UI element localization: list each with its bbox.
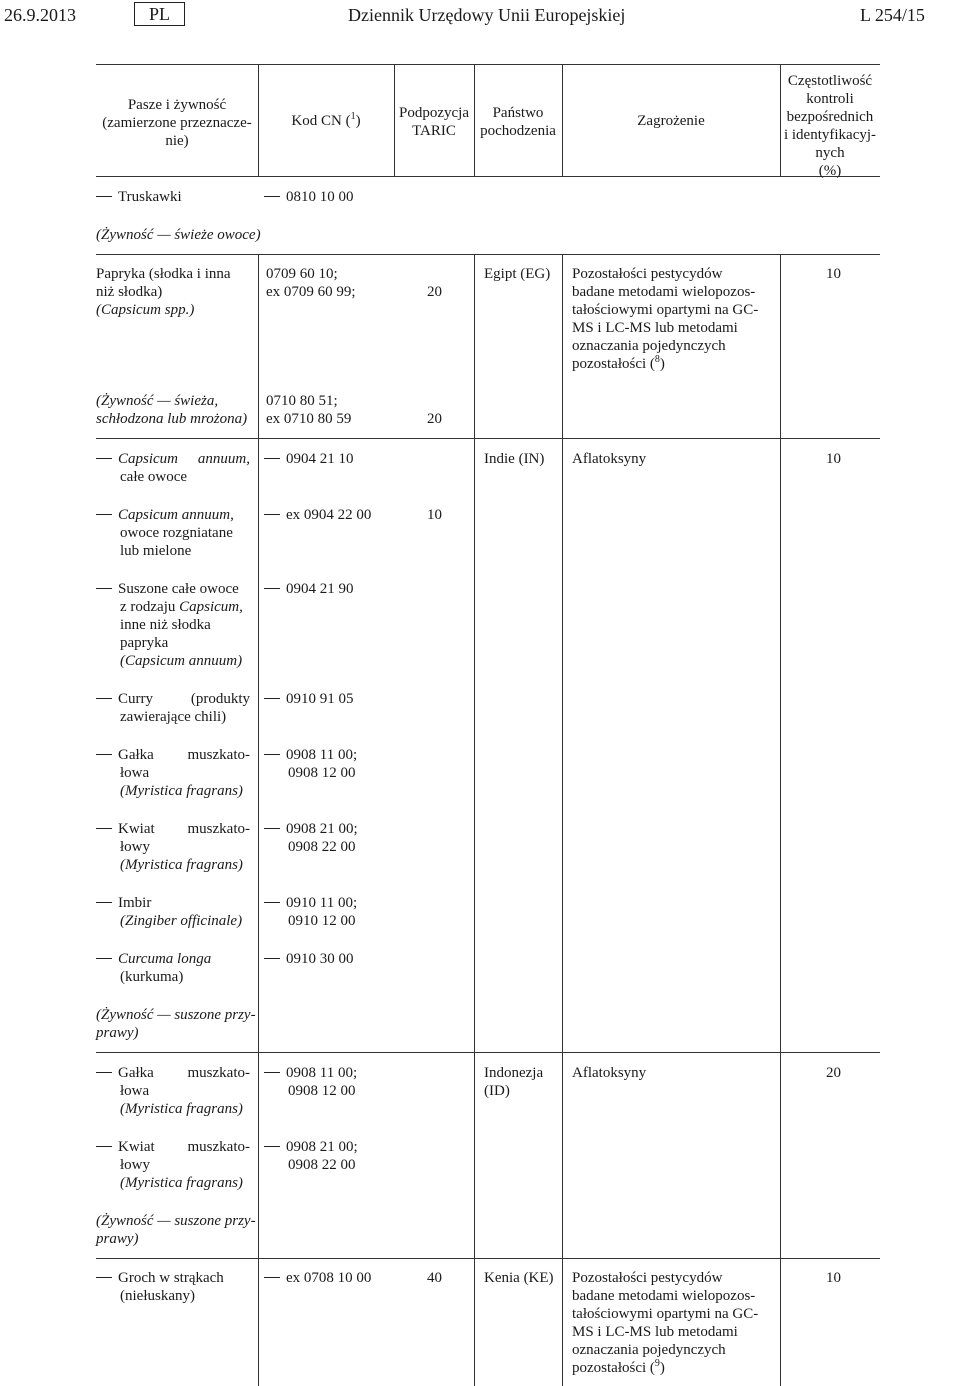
cn-code: 0910 91 05 (264, 690, 354, 708)
column-header-country: Państwo pochodzenia (480, 105, 556, 139)
row-rule (96, 1052, 880, 1053)
column-divider (780, 438, 781, 1052)
column-header-taric: Podpozycja TARIC (399, 105, 469, 139)
row-rule (96, 438, 880, 439)
cn-code: 0908 11 00; 0908 12 00 (264, 1064, 357, 1100)
column-divider (258, 254, 259, 438)
hazard: Pozostałości pestycydów badane metodami wielopozos- tałościowymi opartymi na GC- MS i LC-MS lub metodami oznaczania pojedynczych pozostałości ($^9$) (572, 1270, 759, 1376)
dash-icon (264, 196, 280, 197)
row-rule (96, 1258, 880, 1259)
dash-icon (264, 1146, 280, 1147)
column-divider (474, 254, 475, 438)
product-name: Groch w strąkach (niełuskany) (96, 1269, 224, 1305)
cn-code: 0709 60 10; ex 0709 60 99; (266, 266, 356, 300)
dash-icon (96, 588, 112, 589)
intended-use: (Żywność — świeża, schłodzona lub mrożona) (96, 393, 248, 427)
hazard: Aflatoksyny (572, 1065, 647, 1081)
column-divider (562, 254, 563, 438)
frequency: 10 (826, 451, 841, 467)
column-divider (562, 1052, 563, 1258)
column-divider (474, 1052, 475, 1258)
intended-use: (Żywność — suszone przy- prawy) (96, 1007, 256, 1041)
dash-icon (264, 958, 280, 959)
taric-code: 20 (427, 411, 442, 427)
product-name: Imbir (Zingiber officinale) (96, 894, 242, 930)
hazard: Pozostałości pestycydów badane metodami wielopozos- tałościowymi opartymi na GC- MS i LC-MS lub metodami oznaczania pojedynczych pozostałości ($^8$) (572, 266, 759, 372)
dash-icon (96, 458, 112, 459)
dash-icon (264, 514, 280, 515)
cn-code: 0710 80 51; ex 0710 80 59 (266, 393, 352, 427)
column-divider (258, 1052, 259, 1258)
column-divider (562, 438, 563, 1052)
column-divider (258, 438, 259, 1052)
cn-code: ex 0708 10 00 (264, 1269, 371, 1287)
cn-code: 0908 21 00; 0908 22 00 (264, 820, 358, 856)
cn-code: 0810 10 00 (264, 188, 354, 206)
product-name: Curcuma longa (kurkuma) (96, 950, 211, 986)
column-divider (258, 1258, 259, 1386)
product-name: Suszone całe owoce z rodzaju Capsicum, inne niż słodka papryka (Capsicum annuum) (96, 580, 243, 670)
taric-code: 10 (427, 507, 442, 523)
column-divider (562, 1258, 563, 1386)
cn-code: 0908 11 00; 0908 12 00 (264, 746, 357, 782)
product-name: Kwiat muszkato- łowy (Myristica fragrans) (96, 820, 250, 874)
country: Indonezja (ID) (484, 1065, 544, 1099)
cn-code: ex 0904 22 00 (264, 506, 371, 524)
dash-icon (264, 588, 280, 589)
dash-icon (96, 1072, 112, 1073)
dash-icon (96, 1146, 112, 1147)
intended-use: (Żywność — suszone przy- prawy) (96, 1213, 256, 1247)
dash-icon (264, 828, 280, 829)
cn-code: 0910 30 00 (264, 950, 354, 968)
dash-icon (96, 902, 112, 903)
cn-code: 0910 11 00; 0910 12 00 (264, 894, 357, 930)
dash-icon (96, 828, 112, 829)
dash-icon (264, 902, 280, 903)
product-name: Capsicum annuum, całe owoce (96, 450, 250, 486)
taric-code: 40 (427, 1270, 442, 1286)
frequency: 20 (826, 1065, 841, 1081)
column-divider (474, 438, 475, 1052)
product-name: Curry (produkty zawierające chili) (96, 690, 250, 726)
page-header (0, 0, 960, 30)
dash-icon (96, 754, 112, 755)
frequency: 10 (826, 1270, 841, 1286)
header-journal-title: Dziennik Urzędowy Unii Europejskiej (348, 5, 626, 25)
dash-icon (264, 1072, 280, 1073)
dash-icon (96, 1277, 112, 1278)
table-top-rule (96, 64, 880, 65)
column-header-feed-food: Pasze i żywność (zamierzone przeznacze- nie) (102, 97, 252, 149)
cn-code: 0904 21 10 (264, 450, 354, 468)
dash-icon (96, 196, 112, 197)
header-date: 26.9.2013 (4, 5, 76, 25)
dash-icon (96, 698, 112, 699)
country: Egipt (EG) (484, 266, 551, 282)
product-name: Capsicum annuum, owoce rozgniatane lub mielone (96, 506, 234, 560)
column-divider (474, 1258, 475, 1386)
cn-code: 0904 21 90 (264, 580, 354, 598)
dash-icon (264, 458, 280, 459)
dash-icon (264, 698, 280, 699)
column-divider (780, 1052, 781, 1258)
header-language-badge: PL (134, 2, 185, 26)
dash-icon (264, 754, 280, 755)
column-divider (780, 1258, 781, 1386)
product-name: Kwiat muszkato- łowy (Myristica fragrans) (96, 1138, 250, 1192)
header-page-ref: L 254/15 (860, 5, 925, 25)
hazard: Aflatoksyny (572, 451, 647, 467)
product-name: Papryka (słodka i inna niż słodka) (Capsicum spp.) (96, 266, 231, 318)
table-header-rule (96, 176, 880, 177)
country: Kenia (KE) (484, 1270, 554, 1286)
row-rule (96, 254, 880, 255)
column-divider (780, 254, 781, 438)
column-header-cn-code: Kod CN ($^1$) (291, 111, 361, 129)
dash-icon (96, 514, 112, 515)
taric-code: 20 (427, 284, 442, 300)
dash-icon (264, 1277, 280, 1278)
table-row: Truskawki (96, 188, 182, 206)
product-name: Gałka muszkato- łowa (Myristica fragrans) (96, 746, 250, 800)
country: Indie (IN) (484, 451, 545, 467)
column-header-hazard: Zagrożenie (637, 113, 705, 129)
product-name: Gałka muszkato- łowa (Myristica fragrans) (96, 1064, 250, 1118)
dash-icon (96, 958, 112, 959)
cn-code: 0908 21 00; 0908 22 00 (264, 1138, 358, 1174)
frequency: 10 (826, 266, 841, 282)
intended-use: (Żywność — świeże owoce) (96, 227, 261, 243)
column-header-frequency: Częstotliwość kontroli bezpośrednich i identyfikacyj- nych (%) (783, 73, 877, 179)
